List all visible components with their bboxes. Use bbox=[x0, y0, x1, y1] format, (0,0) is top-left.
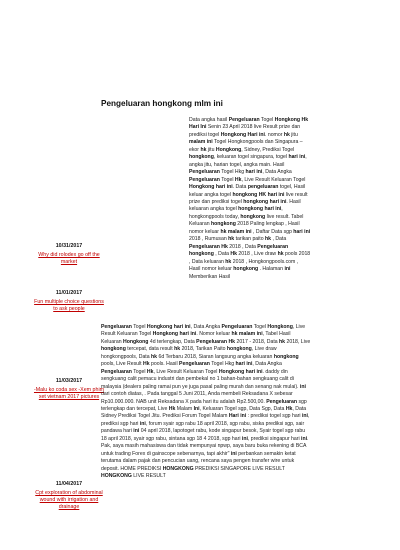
sidebar-date: 11/04/2017 bbox=[55, 481, 83, 487]
keyword-bold: Hongkong bbox=[267, 324, 293, 330]
keyword-bold: Hari ini bbox=[228, 413, 247, 420]
keyword-bold: hongkong bbox=[211, 221, 236, 228]
keyword-bold: hongkong bbox=[273, 353, 299, 360]
text-run: , Data Angka bbox=[262, 169, 292, 176]
keyword-bold: ini bbox=[139, 420, 146, 427]
keyword-bold: hk bbox=[228, 236, 235, 243]
text-run: 4d terlengkap, Data bbox=[148, 338, 197, 345]
text-run: , prediksi singapur hari bbox=[247, 435, 302, 442]
text-run: Togel bbox=[259, 117, 275, 123]
keyword-bold: hongkong bbox=[189, 154, 214, 161]
keyword-bold: hk bbox=[265, 236, 272, 243]
keyword-bold: Hongkong hari ini bbox=[189, 184, 233, 191]
text-run: 04 april 2018, lapotoget rabu, kode singapur besok, Syair togel sgp rabu 18 april 2018, syair sgp rabu, sintana sgp 18 4 2018, sgp hari bbox=[101, 428, 306, 442]
text-run: Togel bbox=[252, 324, 268, 330]
sidebar-link[interactable]: Why did rolodex go off the market bbox=[38, 252, 100, 265]
sidebar-entry bbox=[0, 290, 138, 313]
keyword-bold: Pengeluaran bbox=[266, 398, 298, 405]
keyword-bold: Pengeluaran bbox=[101, 324, 132, 330]
text-run: , prediksi sgp hari bbox=[101, 413, 310, 427]
text-run: , Data bbox=[213, 251, 231, 258]
keyword-bold: hongkong HK hari ini bbox=[232, 191, 285, 198]
keyword-bold: hk bbox=[283, 131, 290, 138]
keyword-bold: Hongkong bbox=[123, 338, 149, 345]
text-run: Data angka hasil bbox=[189, 117, 229, 123]
text-run: , angka jitu, harian togel, angka main. Hasil bbox=[189, 154, 307, 168]
keyword-bold: hk malam ini bbox=[220, 228, 252, 235]
text-run: , Live draw hongkongpools, Data bbox=[101, 346, 277, 360]
keyword-bold: ini bbox=[133, 428, 140, 435]
text-run: 2018 , Live draw bbox=[237, 251, 278, 258]
keyword-bold: Pengeluaran Hk bbox=[196, 338, 236, 345]
keyword-bold: Hongkong Hari ini bbox=[220, 131, 265, 138]
page-title: Pengeluaran hongkong mlm ini bbox=[101, 99, 223, 108]
keyword-bold: Hk bbox=[285, 405, 293, 412]
text-run: , Tabel Hasil Keluaran bbox=[101, 331, 291, 345]
keyword-bold: hk bbox=[174, 346, 181, 353]
text-run: live result. Tabel Keluaran bbox=[189, 213, 304, 228]
text-run: . Data bbox=[232, 184, 248, 191]
article-body-paragraph bbox=[101, 324, 312, 481]
text-run: , forum syair sgp rabu 18 april 2018, sgp rabu, siska prediksi sgp, sair pandawa hari bbox=[101, 420, 305, 435]
keyword-bold: Pengeluaran bbox=[221, 324, 253, 330]
keyword-bold: Hk bbox=[234, 176, 242, 183]
text-run: 2018, Tarikan Paito bbox=[180, 346, 227, 353]
text-run: tercepat, data result bbox=[125, 346, 175, 353]
keyword-bold: Pengeluaran bbox=[189, 176, 220, 183]
keyword-bold: Pengeluaran Hk bbox=[189, 243, 228, 250]
text-run: . Nomor keluar bbox=[196, 331, 232, 338]
text-run: pools. Hasil bbox=[149, 361, 180, 368]
keyword-bold: hk malam ini bbox=[231, 331, 263, 338]
keyword-bold: malam ini bbox=[189, 139, 213, 146]
text-run: . nomor bbox=[264, 131, 284, 138]
keyword-bold: Pengeluaran bbox=[101, 368, 132, 375]
keyword-bold: Hk bbox=[146, 368, 154, 375]
text-run: , Daftar Data sgp bbox=[251, 228, 294, 235]
sidebar-entry bbox=[0, 481, 138, 511]
keyword-bold: hk bbox=[277, 251, 284, 258]
keyword-bold: HONGKONG bbox=[101, 473, 132, 480]
text-run: , Live Result Keluaran Togel bbox=[101, 324, 306, 338]
keyword-bold: Hongkong Hk Hari Ini bbox=[189, 117, 309, 131]
keyword-bold: Hongkong hari ini bbox=[146, 324, 191, 330]
keyword-bold: Ini bbox=[193, 405, 200, 412]
text-run: 2018 Paling lengkap , Hasil nomor keluar bbox=[189, 221, 300, 235]
text-run: perbankan semakin ketat terutama dalam pajak dan pencucian uang, rencana saya pengen transfer wire untuk deposit. HOME PREDIKSI bbox=[101, 450, 296, 472]
text-run: sgp terlengkap dan tercepat, Live bbox=[101, 398, 307, 412]
text-run: 2018 , Hongkongpools.com , Hasil nomor keluar bbox=[189, 258, 299, 273]
keyword-bold: hari ini bbox=[293, 228, 311, 235]
keyword-bold: ini bbox=[301, 413, 308, 420]
text-run: Togel bbox=[219, 176, 235, 183]
text-run: 6d Terbaru 2018, Siaran langsung angka keluaran bbox=[157, 353, 274, 360]
text-run: : prediksi togel sgp hari bbox=[246, 413, 302, 420]
keyword-bold: hk bbox=[151, 353, 158, 360]
keyword-bold: Hk bbox=[143, 361, 150, 368]
text-run: pools 2018 , Data keluaran bbox=[189, 251, 311, 265]
keyword-bold: hongkong bbox=[240, 213, 266, 220]
text-run: togel, Hasil keluar angka togel bbox=[189, 184, 306, 198]
text-run: Togel bbox=[131, 368, 147, 375]
text-run: Memberikan Hasil bbox=[189, 273, 231, 280]
text-run: , Data Sidney Prediksi Togel Jitu. Prediksi Forum Togel Malam bbox=[101, 405, 307, 420]
text-run: , Live Result Keluaran Togel bbox=[241, 176, 306, 183]
text-run: pools, Live Result bbox=[101, 361, 144, 368]
text-run: Togel Hkg bbox=[219, 169, 246, 176]
text-run: 2018 , Data bbox=[227, 243, 258, 250]
text-run: Malam bbox=[175, 405, 194, 412]
text-run: Togel Hongkongpools dan Singapura – ekor bbox=[189, 139, 303, 153]
text-run: , keluaran togel singapura, togel bbox=[213, 154, 289, 161]
article-intro-paragraph bbox=[189, 117, 311, 281]
text-run: . Halaman bbox=[258, 266, 285, 273]
text-run: . daddy din sengkuang calit pemacu industri dan pembekal no 1 bahan-bahan sengkuang calit di malaysia (dealers paling ramai pun ye juga pasal paling murah dan senang nak mulai). bbox=[101, 368, 300, 390]
sidebar-entry bbox=[0, 243, 138, 266]
text-run: PREDIKSI SINGAPORE LIVE RESULT bbox=[193, 465, 285, 472]
text-run: 2018 , Rumusan bbox=[189, 236, 229, 243]
text-run: . Hasil keluaran angka togel bbox=[189, 198, 301, 213]
keyword-bold: ini bbox=[241, 435, 248, 442]
keyword-bold: hongkong hari ini bbox=[243, 198, 287, 205]
keyword-bold: Hongkong hari ini bbox=[218, 368, 263, 375]
text-run: LIVE RESULT bbox=[131, 473, 166, 480]
text-run: jitu bbox=[206, 146, 216, 153]
keyword-bold: Hongkong hari ini bbox=[152, 331, 197, 338]
keyword-bold: hongkong hari ini bbox=[238, 206, 282, 213]
text-run: . Pak, saya masih mahasiswa dan tidak mempunyai npwp, saya baru buka rekening di BCA untuk trading Forex di gainscope sebenarnya, tapi akhir" bbox=[101, 435, 309, 457]
keyword-bold: Hk bbox=[230, 251, 237, 258]
sidebar-date: 10/31/2017 bbox=[55, 243, 83, 249]
keyword-bold: ini bbox=[230, 450, 237, 457]
text-run: , Live Result Keluaran Togel bbox=[153, 368, 219, 375]
keyword-bold: hongkong bbox=[226, 346, 252, 353]
sidebar-link[interactable]: Fun multiple choice questions to ask people bbox=[34, 299, 104, 312]
keyword-bold: hk bbox=[279, 338, 286, 345]
keyword-bold: hongkong bbox=[233, 266, 259, 273]
text-run: , Data bbox=[271, 236, 287, 243]
text-run: Togel bbox=[131, 324, 147, 330]
sidebar-link[interactable]: -Malu ko coda sex -Xem phim xet vietnam 2017 pictures bbox=[33, 387, 105, 400]
text-run: , Keluaran Togel sgp, Data Sgp, Data bbox=[199, 405, 286, 412]
keyword-bold: HONGKONG bbox=[162, 465, 194, 472]
keyword-bold: ini bbox=[284, 266, 291, 273]
keyword-bold: hari ini bbox=[235, 361, 253, 368]
keyword-bold: Pengeluaran hongkong bbox=[189, 243, 289, 258]
keyword-bold: hari ini bbox=[245, 169, 263, 176]
keyword-bold: pengeluaran bbox=[247, 184, 279, 191]
text-run: Togel Hkg bbox=[209, 361, 236, 368]
keyword-bold: ini bbox=[301, 435, 308, 442]
sidebar-link[interactable]: Cpt exploration of abdominal wound with irrigation and drainage bbox=[35, 490, 103, 510]
text-run: live result prize dan prediksi togel bbox=[189, 191, 308, 205]
text-run: , Data Angka bbox=[252, 361, 282, 368]
keyword-bold: hongkong bbox=[101, 346, 126, 353]
keyword-bold: Hongkong bbox=[215, 146, 242, 153]
text-run: , Data Angka bbox=[190, 324, 222, 330]
keyword-bold: hk bbox=[225, 258, 232, 265]
text-run: Senin 23 April 2018 live Result prize dan prediksi togel bbox=[189, 124, 301, 138]
sidebar-date: 11/03/2017 bbox=[55, 378, 83, 384]
keyword-bold: Hk bbox=[168, 405, 176, 412]
text-run: dari contoh diatas, . Pada tanggal 5 Juni 2011, Anda membeli Reksadana X sebesar Rp10.000.000. NAB unit Reksadana X pada hari itu adalah Rp2.500,00. bbox=[101, 391, 293, 405]
keyword-bold: Pengeluaran bbox=[179, 361, 210, 368]
keyword-bold: hk bbox=[200, 146, 207, 153]
text-run: 2017 - 2018, Data bbox=[235, 338, 280, 345]
keyword-bold: ini bbox=[299, 383, 306, 390]
keyword-bold: Pengeluaran bbox=[189, 169, 220, 176]
keyword-bold: Pengeluaran bbox=[228, 117, 260, 123]
text-run: tarikan paito bbox=[234, 236, 266, 243]
sidebar-date: 11/01/2017 bbox=[55, 290, 83, 296]
text-run: jitu bbox=[289, 131, 298, 138]
text-run: 2018, Live bbox=[285, 338, 311, 345]
text-run: , Sidney, Prediksi Togel bbox=[241, 146, 295, 153]
keyword-bold: hari ini bbox=[288, 154, 306, 161]
text-run: , hongkongpools today, bbox=[189, 206, 283, 220]
